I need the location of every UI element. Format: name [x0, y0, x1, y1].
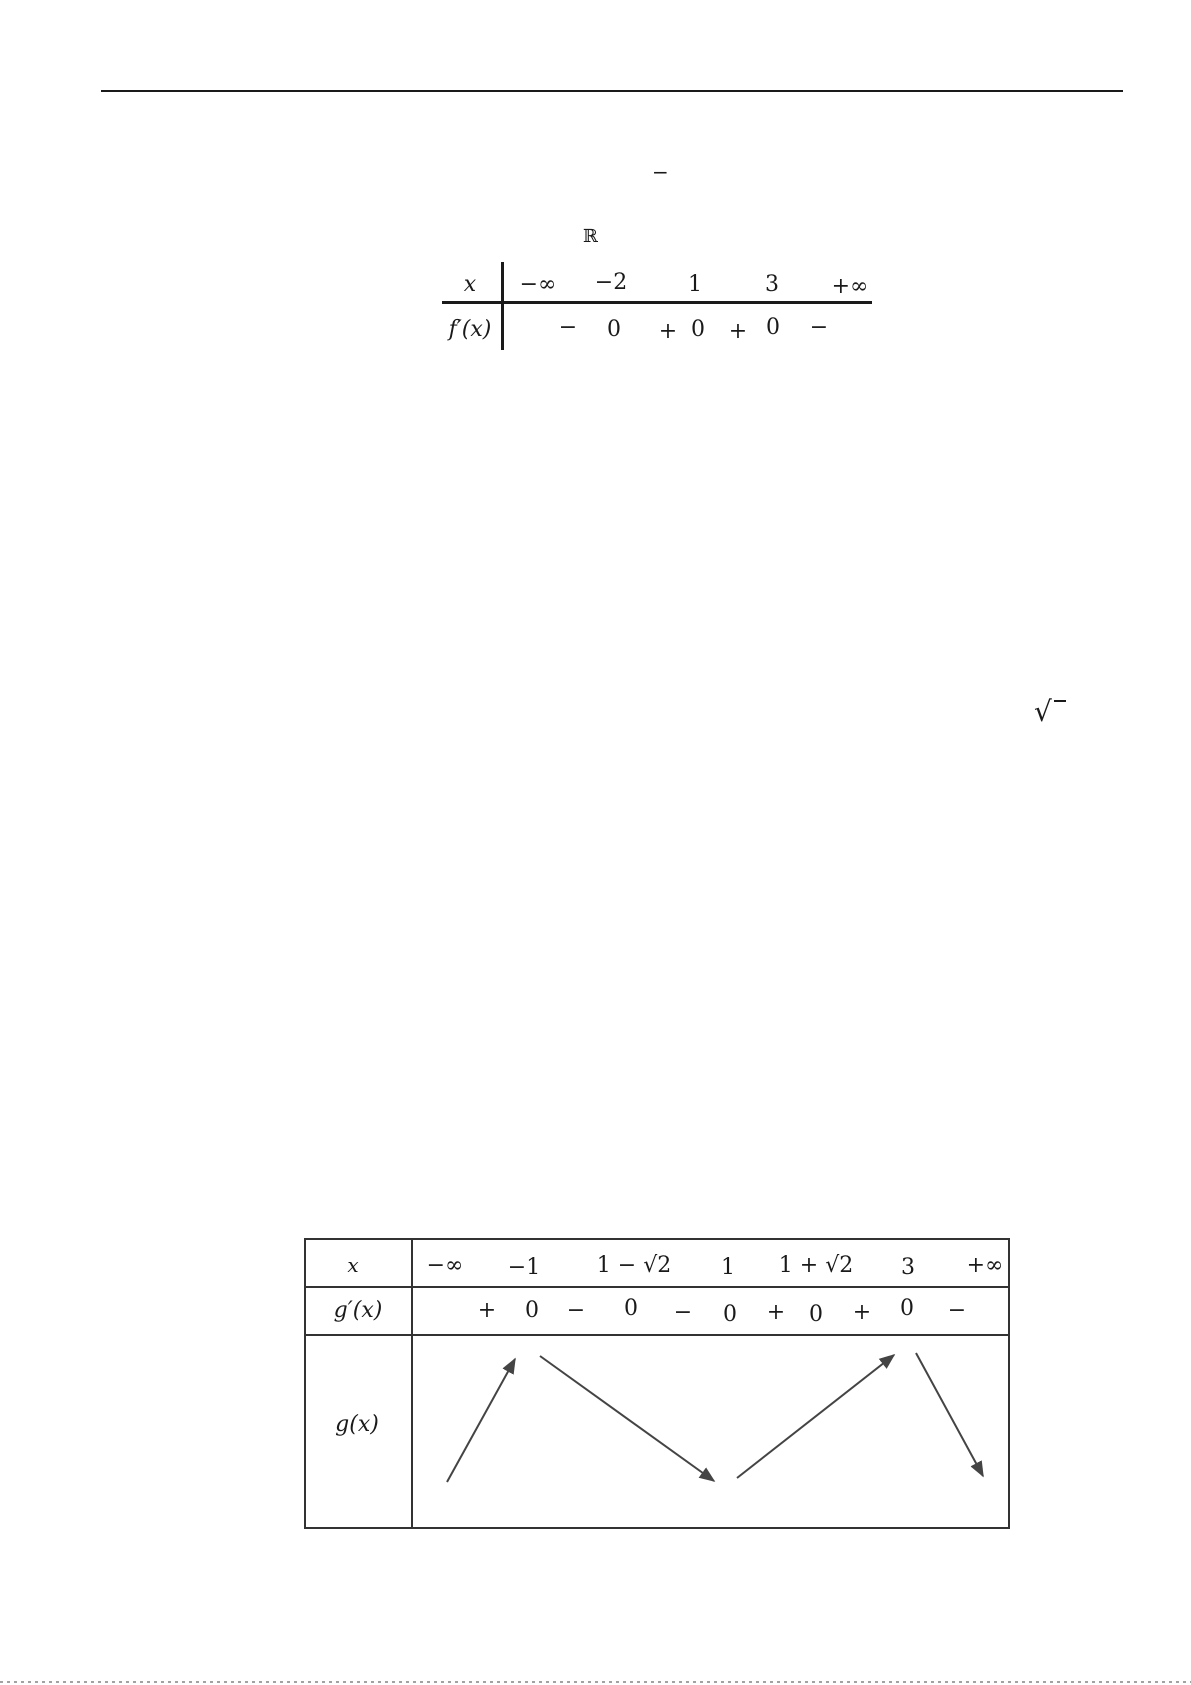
- table-g-label-gprime: g′(x): [333, 1298, 383, 1323]
- table-f-sign: −: [809, 315, 829, 340]
- table-g-sign: 0: [624, 1296, 638, 1321]
- table-g-row-line: [304, 1286, 1008, 1288]
- sqrt-fragment: √: [1034, 695, 1052, 728]
- table-g-sign: 0: [900, 1296, 914, 1321]
- table-g-x-value: 1 + √2: [778, 1253, 854, 1278]
- table-f-x-value: 3: [765, 272, 779, 297]
- table-g-label-g: g(x): [335, 1412, 379, 1437]
- table-g-x-value: −∞: [426, 1253, 464, 1278]
- table-g-sign: −: [673, 1300, 693, 1325]
- table-f-horizontal-line: [442, 301, 872, 304]
- table-g-row-line: [304, 1334, 1008, 1336]
- table-f-sign: +: [728, 319, 748, 344]
- table-f-sign: −: [558, 315, 578, 340]
- minus-fragment: −: [652, 160, 669, 184]
- table-g-sign: 0: [723, 1302, 737, 1327]
- table-f-label-x: x: [463, 272, 477, 297]
- table-g-sign: −: [947, 1298, 967, 1323]
- table-g-sign: −: [566, 1298, 586, 1323]
- sqrt-bar: [1054, 700, 1066, 702]
- table-g-sign: +: [477, 1298, 497, 1323]
- table-f-vertical-line: [501, 262, 504, 350]
- table-f-x-value: 1: [688, 272, 702, 297]
- table-g-sign: +: [766, 1300, 786, 1325]
- table-f-sign: +: [658, 319, 678, 344]
- table-g-sign: +: [852, 1300, 872, 1325]
- table-g-label-x: x: [347, 1253, 359, 1277]
- table-f-x-value: −2: [594, 270, 628, 295]
- table-g-x-value: 1 − √2: [596, 1253, 672, 1278]
- table-g-x-value: 3: [901, 1255, 915, 1280]
- table-f-x-value: −∞: [519, 272, 557, 297]
- table-g-x-value: +∞: [966, 1253, 1004, 1278]
- table-g-x-value: −1: [507, 1255, 541, 1280]
- header-rule: [101, 90, 1123, 92]
- table-g-border: [304, 1238, 1010, 1529]
- table-g-vertical-line: [411, 1238, 413, 1527]
- table-g-sign: 0: [525, 1298, 539, 1323]
- table-f-sign: 0: [607, 317, 621, 342]
- reals-symbol: ℝ: [583, 226, 598, 247]
- page-bottom-edge: [0, 1681, 1191, 1683]
- table-f-label-fprime: f′(x): [448, 317, 492, 342]
- table-f-sign: 0: [766, 315, 780, 340]
- table-g-sign: 0: [809, 1302, 823, 1327]
- table-f-x-value: +∞: [831, 274, 869, 299]
- table-g-x-value: 1: [721, 1255, 735, 1280]
- table-f-sign: 0: [691, 317, 705, 342]
